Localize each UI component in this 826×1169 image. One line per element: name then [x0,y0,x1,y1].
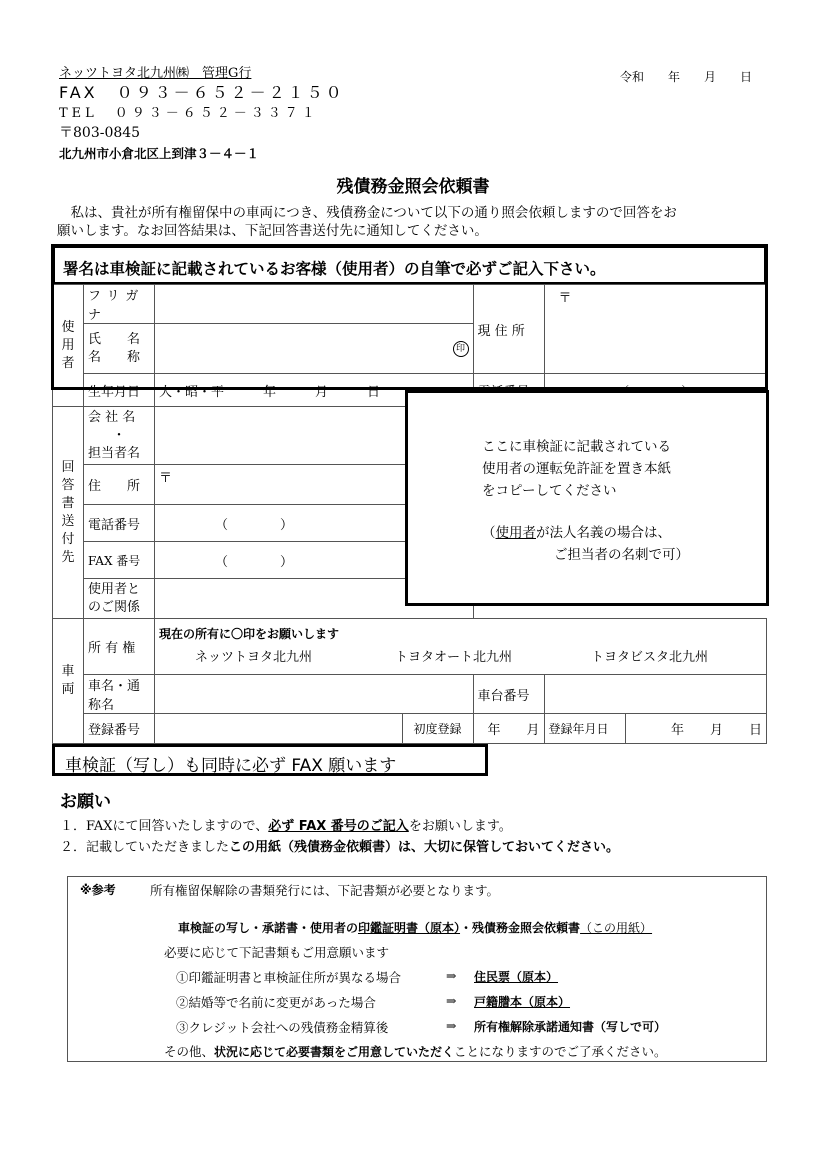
furigana-label: フリガナ [84,285,155,324]
postal-code: 〒803-0845 [59,125,141,141]
copy-line-3: をコピーしてください [482,483,617,499]
reg-no-input[interactable] [155,714,403,744]
name-label: 氏 名 名 称 [84,324,155,374]
copy-line-4: （使用者が法人名義の場合は、 [482,525,671,541]
address-input[interactable] [544,285,766,374]
case-1-doc: 住民票（原本） [474,970,559,984]
user-side-label: 使用者 [53,285,84,407]
car-name-input[interactable] [155,675,474,714]
postal-mark: 〒 [558,291,572,306]
address-label: 現 住 所 [473,285,544,374]
reference-extra: 必要に応じて下記書類もご用意願います [164,945,390,960]
furigana-input[interactable] [155,285,474,324]
reference-box [67,876,767,1062]
reply-phone-input[interactable]: （ ） [155,505,474,542]
reply-fax-label: FAX 番号 [84,542,155,579]
arrow-3: ⇒ [446,1018,457,1033]
reply-phone-label: 電話番号 [84,505,155,542]
seal-mark: 印 [453,341,469,357]
case-2: ②結婚等で名前に変更があった場合 [176,995,376,1010]
intro-line-2: 願いします。なお回答結果は、下記回答書送付先に通知してください。 [57,223,488,239]
birth-input[interactable]: 大・昭・平 年 月 日 [155,374,474,407]
reply-fax-input[interactable]: （ ） [155,542,474,579]
arrow-2: ⇒ [446,993,457,1008]
reference-closing: その他、状況に応じて必要書類をご用意していただくことになりますのでご了承ください。 [164,1044,667,1059]
copy-line-5: ご担当者の名刺で可） [554,547,689,563]
owner-option-auto[interactable]: トヨタオート北九州 [395,650,513,665]
first-reg-input[interactable]: 年 月 [473,714,544,744]
request-item-2: ２．記載していただきましたこの用紙（残債務金依頼書）は、大切に保管しておいてください。 [60,840,620,855]
owner-instruction: 現在の所有に〇印をお願いします [159,627,340,641]
vehicle-side-label: 車両 [53,619,84,744]
tel-number: TEL ０９３－６５２－３３７１ [59,106,319,121]
fax-notice: 車検証（写し）も同時に必ず FAX 願います [65,756,397,776]
arrow-1: ⇒ [446,968,457,983]
car-name-label: 車名・通称名 [84,675,155,714]
case-3: ③クレジット会社への残債務金精算後 [176,1020,389,1035]
sign-instruction: 署名は車検証に記載されているお客様（使用者）の自筆で必ずご記入下さい。 [63,260,606,278]
copy-line-2: 使用者の運転免許証を置き本紙 [482,461,671,477]
company-label: 会 社 名 ・ 担当者名 [84,407,155,465]
case-2-doc: 戸籍謄本（原本） [474,995,571,1009]
name-input[interactable] [155,324,474,374]
case-1: ①印鑑証明書と車検証住所が異なる場合 [176,970,402,985]
reference-docs: 車検証の写し・承諾書・使用者の印鑑証明書（原本）・残債務金照会依頼書（この用紙） [178,921,653,935]
page-title: 残債務金照会依頼書 [336,177,490,197]
fax-number: FAX ０９３－６５２－２１５０ [59,83,345,102]
addressee: ネッツトヨタ北九州㈱ 管理G行 [59,66,252,81]
reply-side-label: 回答書送付先 [53,407,84,619]
request-heading: お願い [60,792,111,812]
chassis-label: 車台番号 [473,675,544,714]
intro-text [57,204,777,240]
owner-options[interactable] [155,619,767,675]
chassis-input[interactable] [544,675,766,714]
reg-no-label: 登録番号 [84,714,155,744]
copy-underline-user: 使用者 [495,525,536,541]
birth-label: 生年月日 [84,374,155,407]
reply-address-label: 住 所 [84,465,155,505]
reg-date-label: 登録年月日 [544,714,625,744]
sign-instruction-box [52,245,767,285]
reg-date-input[interactable]: 年 月 日 [625,714,766,744]
reference-intro: 所有権留保解除の書類発行には、下記書類が必要となります。 [150,883,500,898]
date-field[interactable]: 令和 年 月 日 [620,70,753,84]
owner-option-netz[interactable]: ネッツトヨタ北九州 [195,650,313,665]
copy-line-1: ここに車検証に記載されている [482,439,671,455]
first-reg-label: 初度登録 [402,714,473,744]
owner-label: 所 有 権 [84,619,155,675]
relation-label: 使用者と のご関係 [84,579,155,619]
reference-label: ※参考 [80,883,116,897]
reply-postal-mark: 〒 [159,471,173,486]
case-3-doc: 所有権解除承諾通知書（写しで可） [474,1020,667,1034]
fax-notice-box [52,744,488,776]
intro-line-1: 私は、貴社が所有権留保中の車両につき、残債務金について以下の通り照会依頼しますので回答をお [57,205,677,221]
owner-option-vista[interactable]: トヨタビスタ北九州 [591,650,709,665]
license-copy-area [405,390,769,606]
address: 北九州市小倉北区上到津３－４－１ [59,146,260,161]
request-item-1: １．FAXにて回答いたしますので、必ず FAX 番号のご記入をお願いします。 [60,819,512,834]
